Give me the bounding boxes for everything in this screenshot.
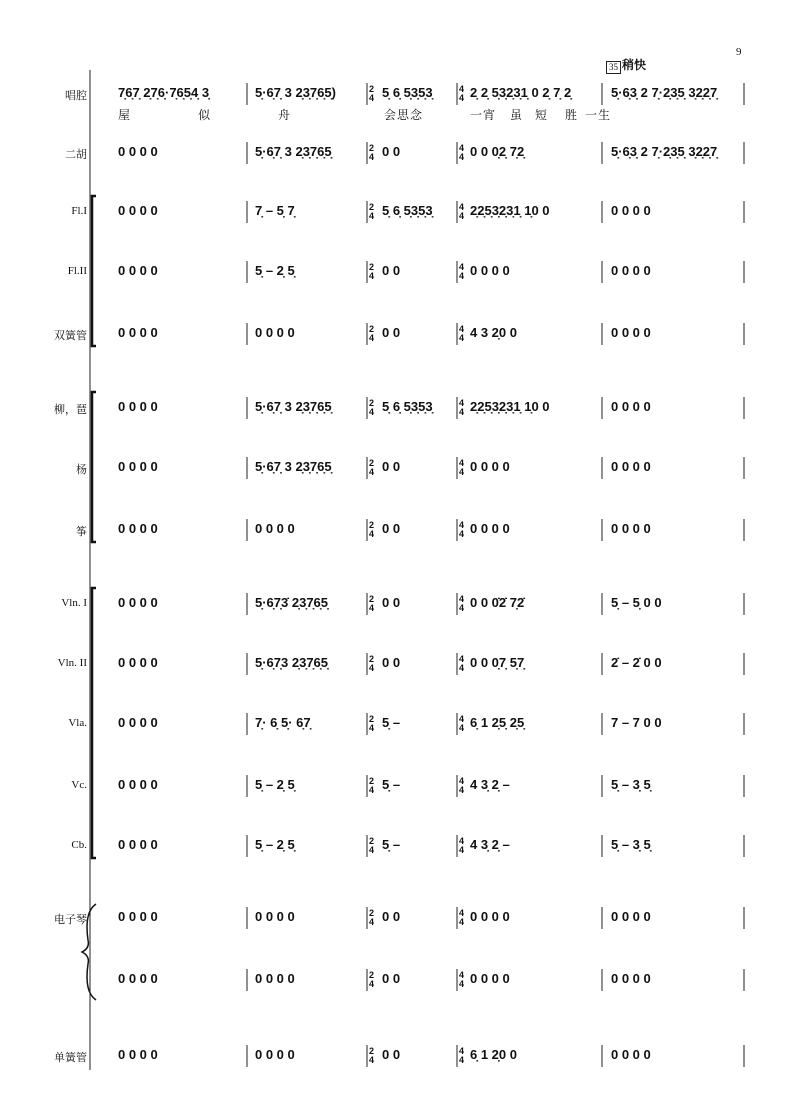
measure-vln1-5: 5̣ – 5̣ 0 0	[611, 595, 662, 610]
lyric-word: 一生	[585, 108, 612, 122]
instrument-label-vc: Vc.	[71, 779, 87, 791]
measure-vla-4: 6̣ 1 2̣5̣ 2̣5̣	[470, 715, 525, 730]
time-signature: 2 4	[369, 324, 375, 343]
time-signature: 2 4	[369, 262, 375, 281]
lyric-word: 舟	[278, 108, 292, 122]
measure-cb-4: 4 3̣ 2̣ –	[470, 837, 510, 852]
measure-vln2-3: 0 0	[382, 655, 401, 670]
measure-fl1-4: 2̣2̣5̣3̣2̣3̣1̣ 1̣0 0	[470, 203, 550, 218]
measure-bassoon-2: 0 0 0 0	[255, 325, 295, 340]
measure-cb-3: 5̣ –	[382, 837, 401, 852]
lyric-word: 会思念	[384, 108, 424, 122]
measure-yang-5: 0 0 0 0	[611, 459, 651, 474]
measure-liupipa-1: 0 0 0 0	[118, 399, 158, 414]
instrument-label-vln1: Vln. I	[61, 597, 87, 609]
instrument-label-liupipa: 柳，琶	[54, 404, 87, 416]
measure-fl2-4: 0 0 0 0	[470, 263, 510, 278]
time-signature: 4 4	[459, 970, 465, 989]
measure-erhu-4: 0 0 0̣2̣ 7̣2̣	[470, 144, 525, 159]
measure-vla-3: 5̣ –	[382, 715, 401, 730]
instrument-label-ekey1: 电子琴	[54, 914, 87, 926]
measure-vln1-1: 0 0 0 0	[118, 595, 158, 610]
time-signature: 2 4	[369, 714, 375, 733]
measure-bassoon-5: 0 0 0 0	[611, 325, 651, 340]
time-signature: 4 4	[459, 1046, 465, 1065]
measure-ekey2-4: 0 0 0 0	[470, 971, 510, 986]
measure-fl2-1: 0 0 0 0	[118, 263, 158, 278]
time-signature: 2 4	[369, 84, 375, 103]
measure-oboe-4: 6̣ 1 2̣0 0	[470, 1047, 517, 1062]
measure-erhu-2: 5̣·6̣7̣ 3 2̣3̣7̣6̣5̣	[255, 144, 332, 159]
time-signature: 4 4	[459, 398, 465, 417]
lyric-word: 屋	[118, 108, 132, 122]
lyric-word: 一宵	[470, 108, 497, 122]
measure-vln2-2: 5̣·6̣7̣3 2̣3̣7̣6̣5̣	[255, 655, 329, 670]
time-signature: 4 4	[459, 594, 465, 613]
measure-oboe-2: 0 0 0 0	[255, 1047, 295, 1062]
instrument-label-fl1: Fl.I	[71, 205, 87, 217]
time-signature: 4 4	[459, 262, 465, 281]
time-signature: 4 4	[459, 654, 465, 673]
measure-vc-3: 5̣ –	[382, 777, 401, 792]
measure-yang-4: 0 0 0 0	[470, 459, 510, 474]
measure-fl1-1: 0 0 0 0	[118, 203, 158, 218]
measure-vc-5: 5̣ – 3̣ 5̣	[611, 777, 651, 792]
lyric-word: 似	[198, 108, 212, 122]
measure-vc-4: 4 3̣ 2̣ –	[470, 777, 510, 792]
measure-bassoon-1: 0 0 0 0	[118, 325, 158, 340]
measure-vln1-4: 0 0 0̇2̇ 7̣2̇	[470, 595, 525, 610]
measure-vc-2: 5̣ – 2̣ 5̣	[255, 777, 295, 792]
bracket-strings	[92, 588, 96, 858]
tempo-marking: 稍快	[622, 58, 647, 72]
instrument-label-fl2: Fl.II	[67, 265, 87, 277]
measure-changqiang-5: 5̣·6̣3̣ 2 7̣·2̣3̣5̣ 3̣2̣2̣7̣	[611, 85, 718, 100]
instrument-label-bassoon: 双簧管	[54, 330, 87, 342]
lyric-word: 虽	[510, 108, 524, 122]
measure-vln1-3: 0 0	[382, 595, 401, 610]
measure-changqiang-3: 5̣ 6̣ 5̣3̣5̣3̣	[382, 85, 433, 100]
measure-fl1-2: 7̣ – 5̣ 7̣	[255, 203, 295, 218]
measure-changqiang-4: 2̣ 2̣ 5̣3̣2̣3̣1̣ 0 2̣ 7̣ 2̣	[470, 85, 572, 100]
instrument-label-vln2: Vln. II	[57, 657, 87, 669]
measure-ekey2-5: 0 0 0 0	[611, 971, 651, 986]
time-signature: 4 4	[459, 836, 465, 855]
time-signature: 4 4	[459, 776, 465, 795]
measure-vln2-5: 2̇ – 2̇ 0 0	[611, 655, 662, 670]
instrument-label-zheng: 筝	[76, 526, 87, 538]
time-signature: 4 4	[459, 84, 465, 103]
measure-cb-5: 5̣ – 3̣ 5̣	[611, 837, 651, 852]
measure-ekey1-3: 0 0	[382, 909, 401, 924]
measure-ekey1-1: 0 0 0 0	[118, 909, 158, 924]
measure-erhu-5: 5̣·6̣3̣ 2 7̣·2̣3̣5̣ 3̣2̣2̣7̣	[611, 144, 718, 159]
measure-changqiang-1: 7̣6̣7̣ 2̣7̣6̣·7̣6̣5̣4̣ 3̣	[118, 85, 210, 100]
time-signature: 2 4	[369, 970, 375, 989]
page-number: 9	[736, 46, 742, 58]
measure-fl1-3: 5̣ 6̣ 5̣3̣5̣3̣	[382, 203, 433, 218]
instrument-label-yang: 杨	[76, 464, 87, 476]
instrument-label-changqiang: 唱腔	[65, 90, 87, 102]
measure-vla-1: 0 0 0 0	[118, 715, 158, 730]
measure-fl2-5: 0 0 0 0	[611, 263, 651, 278]
measure-liupipa-3: 5̣ 6̣ 5̣3̣5̣3̣	[382, 399, 433, 414]
measure-yang-1: 0 0 0 0	[118, 459, 158, 474]
measure-zheng-3: 0 0	[382, 521, 401, 536]
measure-zheng-5: 0 0 0 0	[611, 521, 651, 536]
measure-oboe-1: 0 0 0 0	[118, 1047, 158, 1062]
time-signature: 4 4	[459, 520, 465, 539]
measure-liupipa-5: 0 0 0 0	[611, 399, 651, 414]
instrument-label-erhu: 二胡	[65, 149, 87, 161]
time-signature: 2 4	[369, 143, 375, 162]
time-signature: 2 4	[369, 594, 375, 613]
instrument-label-oboe: 单簧管	[54, 1052, 87, 1064]
instrument-label-cb: Cb.	[71, 839, 87, 851]
time-signature: 4 4	[459, 458, 465, 477]
measure-vln1-2: 5̣·6̣7̣3̇ 2̣3̣7̣6̣5̣	[255, 595, 329, 610]
measure-yang-2: 5̣·6̣7̣ 3 2̣3̣7̣6̣5̣	[255, 459, 332, 474]
measure-ekey2-3: 0 0	[382, 971, 401, 986]
measure-vla-2: 7̣· 6̣ 5̣· 6̣7̣	[255, 715, 311, 730]
measure-changqiang-2: 5̣·6̣7̣ 3 2̣3̣7̣6̣5̣)	[255, 85, 336, 100]
measure-erhu-1: 0 0 0 0	[118, 144, 158, 159]
time-signature: 2 4	[369, 520, 375, 539]
time-signature: 4 4	[459, 714, 465, 733]
instrument-label-vla: Vla.	[68, 717, 87, 729]
time-signature: 4 4	[459, 143, 465, 162]
lyric-word: 短	[535, 108, 549, 122]
measure-oboe-3: 0 0	[382, 1047, 401, 1062]
measure-bassoon-4: 4 3 2̣0 0	[470, 325, 517, 340]
time-signature: 2 4	[369, 458, 375, 477]
measure-fl1-5: 0 0 0 0	[611, 203, 651, 218]
measure-vln2-1: 0 0 0 0	[118, 655, 158, 670]
measure-cb-1: 0 0 0 0	[118, 837, 158, 852]
bracket-winds	[92, 196, 96, 346]
measure-bassoon-3: 0 0	[382, 325, 401, 340]
measure-ekey2-1: 0 0 0 0	[118, 971, 158, 986]
measure-oboe-5: 0 0 0 0	[611, 1047, 651, 1062]
time-signature: 2 4	[369, 654, 375, 673]
measure-zheng-2: 0 0 0 0	[255, 521, 295, 536]
time-signature: 2 4	[369, 202, 375, 221]
measure-fl2-2: 5̣ – 2̣ 5̣	[255, 263, 295, 278]
measure-ekey1-2: 0 0 0 0	[255, 909, 295, 924]
measure-zheng-4: 0 0 0 0	[470, 521, 510, 536]
measure-zheng-1: 0 0 0 0	[118, 521, 158, 536]
measure-vla-5: 7 – 7 0 0	[611, 715, 662, 730]
measure-ekey2-2: 0 0 0 0	[255, 971, 295, 986]
measure-liupipa-2: 5̣·6̣7̣ 3 2̣3̣7̣6̣5̣	[255, 399, 332, 414]
measure-cb-2: 5̣ – 2̣ 5̣	[255, 837, 295, 852]
measure-vc-1: 0 0 0 0	[118, 777, 158, 792]
time-signature: 2 4	[369, 776, 375, 795]
measure-erhu-3: 0 0	[382, 144, 401, 159]
time-signature: 2 4	[369, 908, 375, 927]
measure-ekey1-4: 0 0 0 0	[470, 909, 510, 924]
bracket-plucked	[92, 392, 96, 542]
rehearsal-mark: 35	[606, 61, 621, 74]
measure-ekey1-5: 0 0 0 0	[611, 909, 651, 924]
time-signature: 2 4	[369, 398, 375, 417]
time-signature: 4 4	[459, 908, 465, 927]
measure-fl2-3: 0 0	[382, 263, 401, 278]
measure-vln2-4: 0 0 0̣7̣ 5̣7̣	[470, 655, 525, 670]
time-signature: 4 4	[459, 202, 465, 221]
measure-liupipa-4: 2̣2̣5̣3̣2̣3̣1̣ 1̣0 0	[470, 399, 550, 414]
time-signature: 2 4	[369, 1046, 375, 1065]
lyric-word: 胜	[565, 108, 579, 122]
time-signature: 2 4	[369, 836, 375, 855]
time-signature: 4 4	[459, 324, 465, 343]
measure-yang-3: 0 0	[382, 459, 401, 474]
